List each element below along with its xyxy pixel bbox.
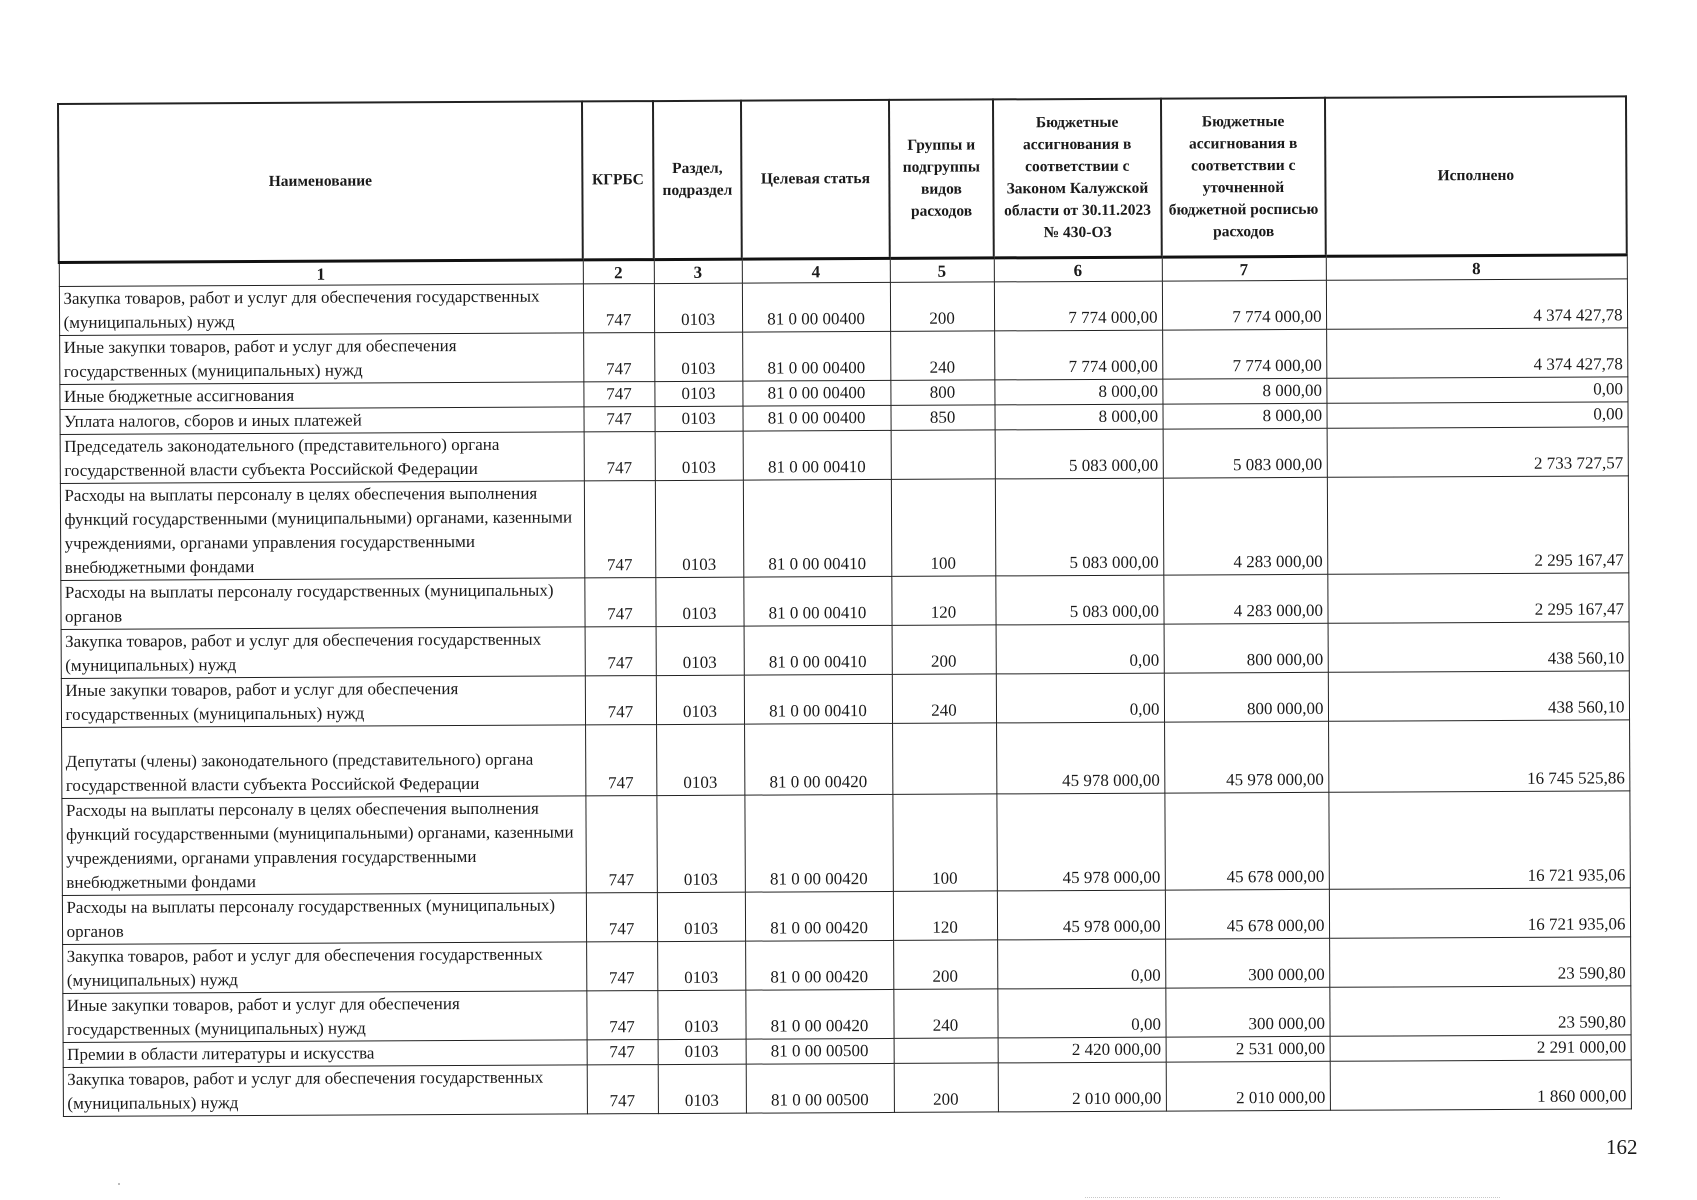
row-refined-amount: 7 774 000,00 xyxy=(1162,280,1326,330)
row-group: 200 xyxy=(894,1063,998,1113)
row-executed-amount: 2 733 727,57 xyxy=(1327,427,1628,477)
row-kgrbs: 747 xyxy=(585,627,656,676)
row-law-amount: 0,00 xyxy=(997,939,1165,989)
row-target: 81 0 00 00400 xyxy=(742,405,890,431)
row-group: 120 xyxy=(891,576,995,626)
page-number: 162 xyxy=(1606,1135,1638,1159)
row-kgrbs: 747 xyxy=(583,382,654,407)
row-name: Премии в области литературы и искусства xyxy=(63,1040,587,1068)
row-target: 81 0 00 00410 xyxy=(744,625,892,675)
row-kgrbs: 747 xyxy=(585,676,656,725)
row-section: 0103 xyxy=(654,332,742,381)
row-section: 0103 xyxy=(658,1064,746,1113)
header-kgrbs: КГРБС xyxy=(582,101,654,260)
row-refined-amount: 2 531 000,00 xyxy=(1166,1036,1330,1062)
row-kgrbs: 747 xyxy=(583,333,654,382)
budget-table xyxy=(57,95,1632,1117)
header-name: Наименование xyxy=(58,101,583,262)
row-name: Иные закупки товаров, работ и услуг для обеспечения государственных (муниципальных) нужд xyxy=(61,676,585,728)
row-group xyxy=(894,1038,998,1064)
row-law-amount: 0,00 xyxy=(997,988,1165,1038)
row-law-amount: 5 083 000,00 xyxy=(995,575,1163,625)
row-executed-amount: 2 291 000,00 xyxy=(1330,1035,1631,1061)
table-row xyxy=(59,328,1627,385)
row-section: 0103 xyxy=(655,577,743,626)
column-number: 1 xyxy=(59,260,583,287)
table-row xyxy=(61,671,1629,728)
row-kgrbs: 747 xyxy=(587,1040,658,1065)
row-refined-amount: 4 283 000,00 xyxy=(1163,574,1327,624)
row-section: 0103 xyxy=(656,626,744,675)
header-row xyxy=(58,96,1627,262)
row-target: 81 0 00 00410 xyxy=(743,430,891,480)
column-number: 5 xyxy=(890,258,994,283)
row-refined-amount: 45 978 000,00 xyxy=(1164,721,1328,793)
row-section: 0103 xyxy=(657,941,745,990)
row-section: 0103 xyxy=(656,724,744,795)
column-number: 8 xyxy=(1326,255,1627,280)
row-target: 81 0 00 00420 xyxy=(744,723,892,795)
scan-artifact xyxy=(1085,1197,1500,1199)
row-kgrbs: 747 xyxy=(585,725,656,796)
row-target: 81 0 00 00500 xyxy=(746,1063,894,1113)
row-target: 81 0 00 00420 xyxy=(745,940,893,990)
header-section: Раздел, подраздел xyxy=(653,101,742,260)
row-kgrbs: 747 xyxy=(584,481,655,578)
column-number: 6 xyxy=(994,257,1162,282)
row-refined-amount: 2 010 000,00 xyxy=(1166,1061,1330,1111)
row-name: Расходы на выплаты персоналу государственных (муниципальных) органов xyxy=(62,893,586,945)
row-target: 81 0 00 00400 xyxy=(742,380,890,406)
row-refined-amount: 45 678 000,00 xyxy=(1164,792,1328,890)
row-kgrbs: 747 xyxy=(586,942,657,991)
row-law-amount: 7 774 000,00 xyxy=(994,330,1162,380)
column-number: 2 xyxy=(583,260,654,284)
row-refined-amount: 8 000,00 xyxy=(1162,378,1326,404)
row-law-amount: 45 978 000,00 xyxy=(996,722,1164,794)
row-executed-amount: 2 295 167,47 xyxy=(1327,573,1628,623)
header-law: Бюджетные ассигнования в соответствии с Законом Калужской области от 30.11.2023 № 430-ОЗ xyxy=(993,99,1162,258)
row-section: 0103 xyxy=(658,1039,746,1064)
row-executed-amount: 0,00 xyxy=(1326,377,1627,403)
row-refined-amount: 5 083 000,00 xyxy=(1163,428,1327,478)
row-executed-amount: 23 590,80 xyxy=(1329,986,1630,1036)
row-kgrbs: 747 xyxy=(584,578,655,627)
row-executed-amount: 1 860 000,00 xyxy=(1330,1060,1631,1110)
row-law-amount: 2 420 000,00 xyxy=(998,1037,1166,1063)
row-section: 0103 xyxy=(654,381,742,406)
row-executed-amount: 4 374 427,78 xyxy=(1326,279,1627,329)
row-law-amount: 5 083 000,00 xyxy=(995,429,1163,479)
row-section: 0103 xyxy=(655,480,743,577)
table-row xyxy=(60,476,1628,581)
row-name: Иные закупки товаров, работ и услуг для обеспечения государственных (муниципальных) нужд xyxy=(59,333,583,385)
row-target: 81 0 00 00410 xyxy=(743,576,891,626)
row-name: Председатель законодательного (представительного) органа государственной власти субъекта Российской Федерации xyxy=(60,432,584,484)
row-name: Иные бюджетные ассигнования xyxy=(59,382,583,410)
row-group: 800 xyxy=(890,380,994,406)
row-group: 200 xyxy=(893,940,997,990)
row-section: 0103 xyxy=(657,990,745,1039)
row-target: 81 0 00 00500 xyxy=(746,1038,894,1064)
scan-speck xyxy=(118,1183,120,1185)
row-law-amount: 7 774 000,00 xyxy=(994,281,1162,331)
row-kgrbs: 747 xyxy=(586,991,657,1040)
row-group: 240 xyxy=(890,331,994,381)
row-group: 200 xyxy=(892,625,996,675)
row-name: Депутаты (члены) законодательного (представительного) органа государственной власти субъекта Российской Федерации xyxy=(61,725,585,799)
row-target: 81 0 00 00410 xyxy=(744,674,892,724)
row-law-amount: 8 000,00 xyxy=(994,379,1162,405)
row-refined-amount: 7 774 000,00 xyxy=(1162,329,1326,379)
row-refined-amount: 45 678 000,00 xyxy=(1165,889,1329,939)
row-refined-amount: 800 000,00 xyxy=(1164,623,1328,673)
row-group: 120 xyxy=(893,891,997,941)
row-executed-amount: 0,00 xyxy=(1326,402,1627,428)
column-number: 3 xyxy=(654,259,742,283)
row-section: 0103 xyxy=(654,406,742,431)
row-group: 240 xyxy=(893,989,997,1039)
row-target: 81 0 00 00420 xyxy=(745,989,893,1039)
header-refined: Бюджетные ассигнования в соответствии с уточненной бюджетной росписью расходов xyxy=(1161,98,1326,257)
row-section: 0103 xyxy=(657,892,745,941)
row-target: 81 0 00 00420 xyxy=(744,794,892,892)
column-number: 4 xyxy=(742,258,890,283)
table-row xyxy=(62,888,1630,945)
row-section: 0103 xyxy=(654,283,742,332)
row-kgrbs: 747 xyxy=(587,1065,658,1114)
table-row xyxy=(61,720,1629,799)
row-name: Расходы на выплаты персоналу в целях обеспечения выполнения функций государственными (муниципальными) органами, казенными учреждениями, органами управления государственными внебюджетными фондами xyxy=(61,796,585,896)
row-name: Закупка товаров, работ и услуг для обеспечения государственных (муниципальных) нужд xyxy=(59,284,583,336)
header-target: Целевая статья xyxy=(741,100,890,259)
table-row xyxy=(62,986,1630,1043)
row-group: 240 xyxy=(892,674,996,724)
row-name: Закупка товаров, работ и услуг для обеспечения государственных (муниципальных) нужд xyxy=(61,627,585,679)
table-row xyxy=(63,1060,1631,1117)
table-row xyxy=(61,791,1629,896)
row-group: 200 xyxy=(890,282,994,332)
row-executed-amount: 16 721 935,06 xyxy=(1329,888,1630,938)
row-law-amount: 2 010 000,00 xyxy=(998,1062,1166,1112)
row-group: 100 xyxy=(892,794,996,892)
row-name: Закупка товаров, работ и услуг для обеспечения государственных (муниципальных) нужд xyxy=(62,942,586,994)
header-group: Группы и подгруппы видов расходов xyxy=(889,99,994,258)
row-refined-amount: 4 283 000,00 xyxy=(1163,477,1327,575)
row-kgrbs: 747 xyxy=(584,432,655,481)
row-executed-amount: 16 721 935,06 xyxy=(1328,791,1629,889)
row-section: 0103 xyxy=(656,675,744,724)
row-law-amount: 45 978 000,00 xyxy=(996,793,1164,891)
row-group xyxy=(891,430,995,480)
table-row xyxy=(59,279,1627,336)
table-row xyxy=(61,622,1629,679)
row-group: 100 xyxy=(891,479,995,577)
row-name: Расходы на выплаты персоналу в целях обеспечения выполнения функций государственными (муниципальными) органами, казенными учреждениями, органами управления государственными внебюджетными фондами xyxy=(60,481,584,581)
row-target: 81 0 00 00420 xyxy=(745,891,893,941)
row-kgrbs: 747 xyxy=(583,284,654,333)
table-row xyxy=(62,937,1630,994)
column-number: 7 xyxy=(1162,256,1326,281)
row-kgrbs: 747 xyxy=(583,407,654,432)
header-executed: Исполнено xyxy=(1325,96,1627,256)
row-kgrbs: 747 xyxy=(585,796,656,893)
row-executed-amount: 4 374 427,78 xyxy=(1326,328,1627,378)
row-target: 81 0 00 00400 xyxy=(742,331,890,381)
row-target: 81 0 00 00400 xyxy=(742,282,890,332)
row-section: 0103 xyxy=(656,795,744,892)
row-name: Закупка товаров, работ и услуг для обеспечения государственных (муниципальных) нужд xyxy=(63,1065,587,1117)
row-law-amount: 0,00 xyxy=(996,673,1164,723)
row-name: Уплата налогов, сборов и иных платежей xyxy=(59,407,583,435)
row-section: 0103 xyxy=(655,431,743,480)
row-law-amount: 8 000,00 xyxy=(994,404,1162,430)
row-executed-amount: 438 560,10 xyxy=(1328,622,1629,672)
row-refined-amount: 800 000,00 xyxy=(1164,672,1328,722)
row-executed-amount: 438 560,10 xyxy=(1328,671,1629,721)
row-kgrbs: 747 xyxy=(586,893,657,942)
table-row xyxy=(60,573,1628,630)
row-refined-amount: 8 000,00 xyxy=(1162,403,1326,429)
table-row xyxy=(60,427,1628,484)
row-executed-amount: 23 590,80 xyxy=(1329,937,1630,987)
row-name: Иные закупки товаров, работ и услуг для обеспечения государственных (муниципальных) нужд xyxy=(62,991,586,1043)
row-name: Расходы на выплаты персоналу государственных (муниципальных) органов xyxy=(60,578,584,630)
row-group xyxy=(892,723,996,795)
row-refined-amount: 300 000,00 xyxy=(1165,987,1329,1037)
row-executed-amount: 2 295 167,47 xyxy=(1327,476,1628,574)
row-law-amount: 45 978 000,00 xyxy=(997,890,1165,940)
row-executed-amount: 16 745 525,86 xyxy=(1328,720,1629,792)
row-law-amount: 0,00 xyxy=(996,624,1164,674)
row-law-amount: 5 083 000,00 xyxy=(995,478,1163,576)
row-refined-amount: 300 000,00 xyxy=(1165,938,1329,988)
row-target: 81 0 00 00410 xyxy=(743,479,891,577)
row-group: 850 xyxy=(890,405,994,431)
